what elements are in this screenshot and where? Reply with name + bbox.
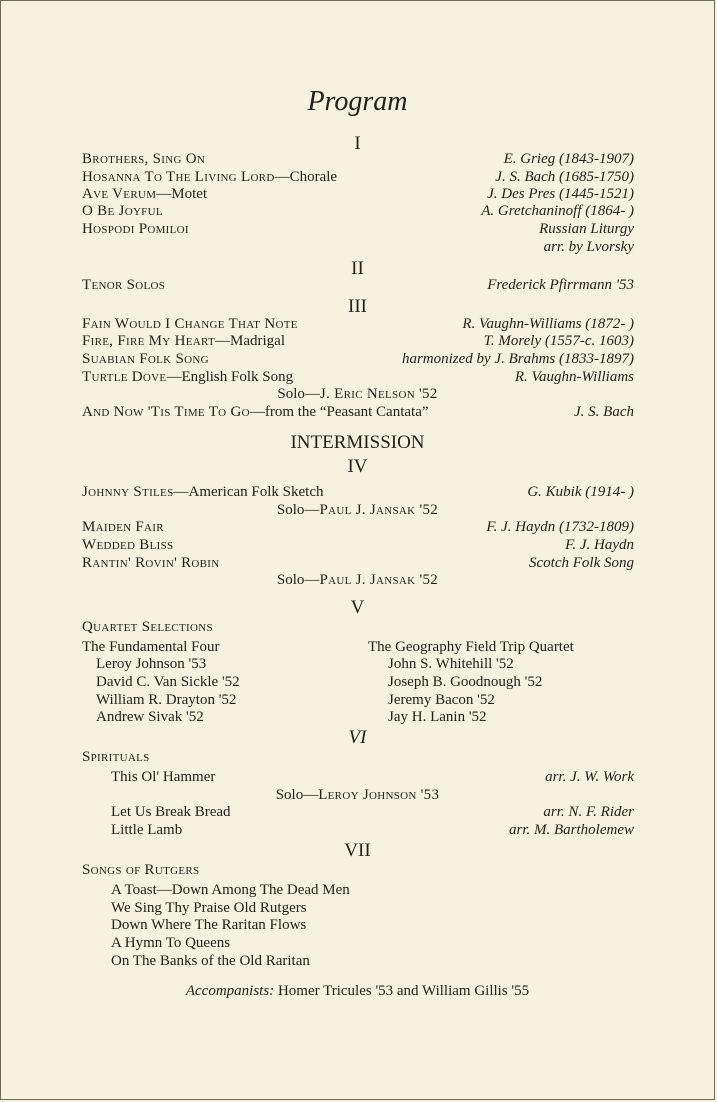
composer: R. Vaughn-Williams xyxy=(514,369,634,385)
quartet-member: William R. Drayton '52 xyxy=(96,692,237,708)
program-item: Suabian Folk Song xyxy=(82,351,209,367)
quartet-member: Jay H. Lanin '52 xyxy=(388,709,487,725)
composer: A. Gretchaninoff (1864- ) xyxy=(481,203,634,219)
program-item: Let Us Break Bread xyxy=(111,804,231,820)
intermission-heading: INTERMISSION xyxy=(290,432,425,453)
program-item: This Ol' Hammer xyxy=(111,769,216,785)
solo-line: Solo—Leroy Johnson '53 xyxy=(275,787,440,803)
program-item: Maiden Fair xyxy=(82,519,164,535)
accompanists-line: Accompanists: Homer Tricules '53 and William Gillis '55 xyxy=(185,983,530,999)
song-item: Down Where The Raritan Flows xyxy=(111,917,307,933)
section-heading-3: III xyxy=(348,296,367,317)
section-heading-4: IV xyxy=(347,456,368,477)
songs-of-rutgers-heading: Songs of Rutgers xyxy=(82,862,200,878)
program-item: Wedded Bliss xyxy=(82,537,174,553)
composer: J. S. Bach (1685-1750) xyxy=(495,169,634,185)
arranger: arr. N. F. Rider xyxy=(543,804,634,820)
program-item: Rantin' Rovin' Robin xyxy=(82,555,220,571)
program-item: Hosanna To The Living Lord—Chorale xyxy=(82,169,338,185)
solo-line: Solo—Paul J. Jansak '52 xyxy=(276,572,439,588)
solo-line: Solo—J. Eric Nelson '52 xyxy=(277,386,438,402)
solo-line: Solo—Paul J. Jansak '52 xyxy=(276,502,439,518)
program-item: Johnny Stiles—American Folk Sketch xyxy=(82,484,324,500)
program-item: Tenor Solos xyxy=(82,277,166,293)
quartet-member: Leroy Johnson '53 xyxy=(96,656,207,672)
composer: harmonized by J. Brahms (1833-1897) xyxy=(401,351,634,367)
quartet-name: The Geography Field Trip Quartet xyxy=(368,639,574,655)
composer: F. J. Haydn xyxy=(565,537,634,553)
composer: F. J. Haydn (1732-1809) xyxy=(486,519,634,535)
quartet-member: Jeremy Bacon '52 xyxy=(388,692,495,708)
program-item: Hospodi Pomiloi xyxy=(82,221,189,237)
quartet-selections-heading: Quartet Selections xyxy=(82,619,213,635)
quartet-member: David C. Van Sickle '52 xyxy=(96,674,240,690)
program-item: Turtle Dove—English Folk Song xyxy=(82,369,294,385)
composer: E. Grieg (1843-1907) xyxy=(503,151,634,167)
arranger: arr. J. W. Work xyxy=(545,769,634,785)
composer: Russian Liturgy xyxy=(539,221,634,237)
program-item: Brothers, Sing On xyxy=(82,151,206,167)
composer: T. Morely (1557-c. 1603) xyxy=(483,333,634,349)
composer: R. Vaughn-Williams (1872- ) xyxy=(462,316,634,332)
performer: Frederick Pfirrmann '53 xyxy=(487,277,634,293)
quartet-name: The Fundamental Four xyxy=(82,639,220,655)
program-item: And Now 'Tis Time To Go—from the “Peasant Cantata” xyxy=(82,404,429,420)
program-item: O Be Joyful xyxy=(82,203,163,219)
composer: Scotch Folk Song xyxy=(529,555,634,571)
arranger: arr. M. Bartholemew xyxy=(509,822,634,838)
song-item: A Toast—Down Among The Dead Men xyxy=(111,882,350,898)
program-item: Ave Verum—Motet xyxy=(82,186,208,202)
composer: G. Kubik (1914- ) xyxy=(527,484,634,500)
program-item: Fain Would I Change That Note xyxy=(82,316,298,332)
composer: J. S. Bach xyxy=(574,404,634,420)
spirituals-heading: Spirituals xyxy=(82,749,150,765)
quartet-member: Andrew Sivak '52 xyxy=(96,709,204,725)
section-heading-2: II xyxy=(351,258,364,279)
song-item: A Hymn To Queens xyxy=(111,935,231,951)
quartet-member: Joseph B. Goodnough '52 xyxy=(388,674,543,690)
section-heading-1: I xyxy=(354,133,361,154)
song-item: We Sing Thy Praise Old Rutgers xyxy=(111,900,307,916)
quartet-member: John S. Whitehill '52 xyxy=(388,656,514,672)
page-title: Program xyxy=(307,86,408,117)
program-item: Little Lamb xyxy=(111,822,183,838)
composer: J. Des Pres (1445-1521) xyxy=(487,186,634,202)
section-heading-6: VI xyxy=(348,727,367,748)
section-heading-5: V xyxy=(350,597,365,618)
program-item: Fire, Fire My Heart—Madrigal xyxy=(82,333,285,349)
arranger: arr. by Lvorsky xyxy=(543,239,634,255)
song-item: On The Banks of the Old Raritan xyxy=(111,953,310,969)
section-heading-7: VII xyxy=(344,840,371,861)
